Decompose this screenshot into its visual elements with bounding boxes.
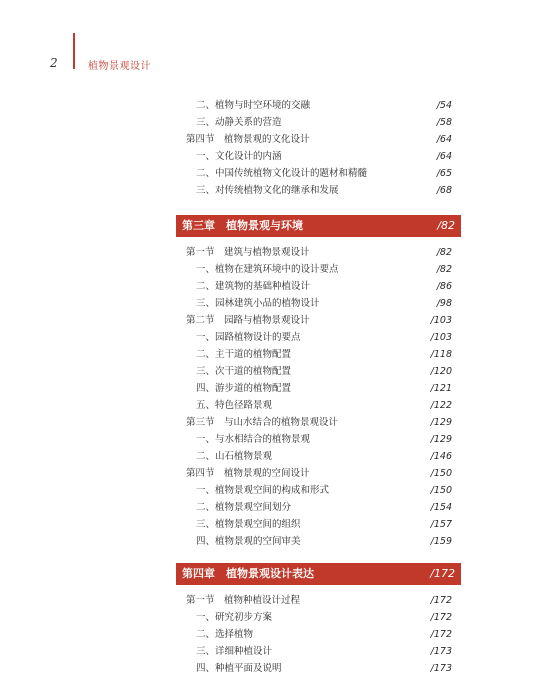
toc-entry-label: 一、园路植物设计的要点 <box>196 332 301 343</box>
toc-entry-page: /157 <box>430 519 452 530</box>
toc-entry-label: 第三章 植物景观与环境 <box>182 219 303 232</box>
toc-entry-page: /121 <box>430 383 452 394</box>
toc-entry-label: 二、山石植物景观 <box>196 451 273 462</box>
toc-item-entry[interactable] <box>186 97 452 114</box>
toc-item-entry[interactable] <box>186 448 452 465</box>
toc-item-entry[interactable] <box>186 182 452 199</box>
toc-entry-label: 第四节 植物景观的空间设计 <box>186 468 310 479</box>
toc-entry-label: 一、植物景观空间的构成和形式 <box>196 485 330 496</box>
toc-entry-page: /122 <box>430 400 452 411</box>
toc-entry-label: 二、建筑物的基础种植设计 <box>196 281 311 292</box>
toc-entry-label: 二、中国传统植物文化设计的题材和精髓 <box>196 168 368 179</box>
toc-entry-label: 三、植物景观空间的组织 <box>196 519 301 530</box>
toc-entry-label: 第一节 植物种植设计过程 <box>186 595 301 606</box>
toc-item-entry[interactable] <box>186 626 452 643</box>
toc-item-entry[interactable] <box>186 482 452 499</box>
toc-item-entry[interactable] <box>186 278 452 295</box>
toc-entry-page: /172 <box>430 567 455 580</box>
toc-item-entry[interactable] <box>186 329 452 346</box>
toc-item-entry[interactable] <box>186 397 452 414</box>
toc-entry-page: /103 <box>430 315 452 326</box>
toc-entry-label: 第四章 植物景观设计表达 <box>182 567 314 580</box>
toc-entry-label: 三、园林建筑小品的植物设计 <box>196 298 320 309</box>
running-header-title: 植物景观设计 <box>88 61 151 72</box>
toc-entry-page: /103 <box>430 332 452 343</box>
toc-entry-page: /82 <box>437 219 455 232</box>
toc-entry-label: 一、植物在建筑环境中的设计要点 <box>196 264 339 275</box>
toc-entry-page: /64 <box>436 151 452 162</box>
toc-entry-page: /150 <box>430 485 452 496</box>
toc-entry-label: 第二节 园路与植物景观设计 <box>186 315 310 326</box>
header-divider <box>73 33 75 69</box>
toc-entry-label: 第三节 与山水结合的植物景观设计 <box>186 417 339 428</box>
toc-entry-page: /118 <box>430 349 452 360</box>
toc-entry-label: 二、选择植物 <box>196 629 254 640</box>
toc-entry-page: /129 <box>430 417 452 428</box>
toc-entry-label: 二、主干道的植物配置 <box>196 349 292 360</box>
toc-item-entry[interactable] <box>186 431 452 448</box>
toc-entry-label: 一、研究初步方案 <box>196 612 273 623</box>
toc-item-entry[interactable] <box>186 363 452 380</box>
toc-entry-label: 三、动静关系的营造 <box>196 117 282 128</box>
toc-section-entry[interactable] <box>186 312 452 329</box>
toc-entry-label: 三、次干道的植物配置 <box>196 366 292 377</box>
toc-entry-page: /54 <box>436 100 452 111</box>
toc-entry-page: /129 <box>430 434 452 445</box>
toc-item-entry[interactable] <box>186 261 452 278</box>
toc-item-entry[interactable] <box>186 114 452 131</box>
toc-item-entry[interactable] <box>186 533 452 550</box>
toc-entry-page: /146 <box>430 451 452 462</box>
toc-entry-page: /98 <box>436 298 452 309</box>
toc-entry-label: 第四节 植物景观的文化设计 <box>186 134 310 145</box>
toc-entry-page: /86 <box>436 281 452 292</box>
toc-item-entry[interactable] <box>186 499 452 516</box>
toc-entry-label: 第一节 建筑与植物景观设计 <box>186 247 310 258</box>
toc-entry-page: /68 <box>436 185 452 196</box>
page-number: 2 <box>50 56 58 70</box>
toc-entry-page: /64 <box>436 134 452 145</box>
toc-entry-page: /82 <box>436 264 452 275</box>
toc-item-entry[interactable] <box>186 148 452 165</box>
toc-item-entry[interactable] <box>186 660 452 677</box>
toc-item-entry[interactable] <box>186 609 452 626</box>
toc-entry-page: /120 <box>430 366 452 377</box>
toc-item-entry[interactable] <box>186 346 452 363</box>
toc-item-entry[interactable] <box>186 516 452 533</box>
toc-entry-page: /58 <box>436 117 452 128</box>
toc-item-entry[interactable] <box>186 643 452 660</box>
toc-item-entry[interactable] <box>186 380 452 397</box>
toc-entry-page: /150 <box>430 468 452 479</box>
toc-item-entry[interactable] <box>186 295 452 312</box>
toc-chapter-heading[interactable] <box>176 215 461 237</box>
toc-entry-page: /172 <box>430 629 452 640</box>
toc-section-entry[interactable] <box>186 131 452 148</box>
toc-section-entry[interactable] <box>186 465 452 482</box>
toc-entry-label: 二、植物景观空间划分 <box>196 502 292 513</box>
toc-entry-label: 一、与水相结合的植物景观 <box>196 434 311 445</box>
toc-entry-page: /172 <box>430 595 452 606</box>
toc-entry-page: /65 <box>436 168 452 179</box>
toc-entry-label: 二、植物与时空环境的交融 <box>196 100 311 111</box>
toc-entry-page: /159 <box>430 536 452 547</box>
toc-entry-page: /154 <box>430 502 452 513</box>
toc-entry-label: 四、种植平面及说明 <box>196 663 282 674</box>
toc-entry-label: 三、对传统植物文化的继承和发展 <box>196 185 339 196</box>
toc-entry-page: /82 <box>436 247 452 258</box>
toc-section-entry[interactable] <box>186 244 452 261</box>
toc-chapter-heading[interactable] <box>176 563 461 585</box>
toc-entry-label: 五、特色径路景观 <box>196 400 273 411</box>
toc-entry-label: 三、详细种植设计 <box>196 646 273 657</box>
toc-entry-label: 四、植物景观的空间审美 <box>196 536 301 547</box>
toc-entry-page: /173 <box>430 663 452 674</box>
toc-entry-label: 四、游步道的植物配置 <box>196 383 292 394</box>
toc-entry-page: /172 <box>430 612 452 623</box>
toc-section-entry[interactable] <box>186 414 452 431</box>
toc-item-entry[interactable] <box>186 165 452 182</box>
toc-entry-page: /173 <box>430 646 452 657</box>
toc-entry-label: 一、文化设计的内涵 <box>196 151 282 162</box>
toc-section-entry[interactable] <box>186 592 452 609</box>
